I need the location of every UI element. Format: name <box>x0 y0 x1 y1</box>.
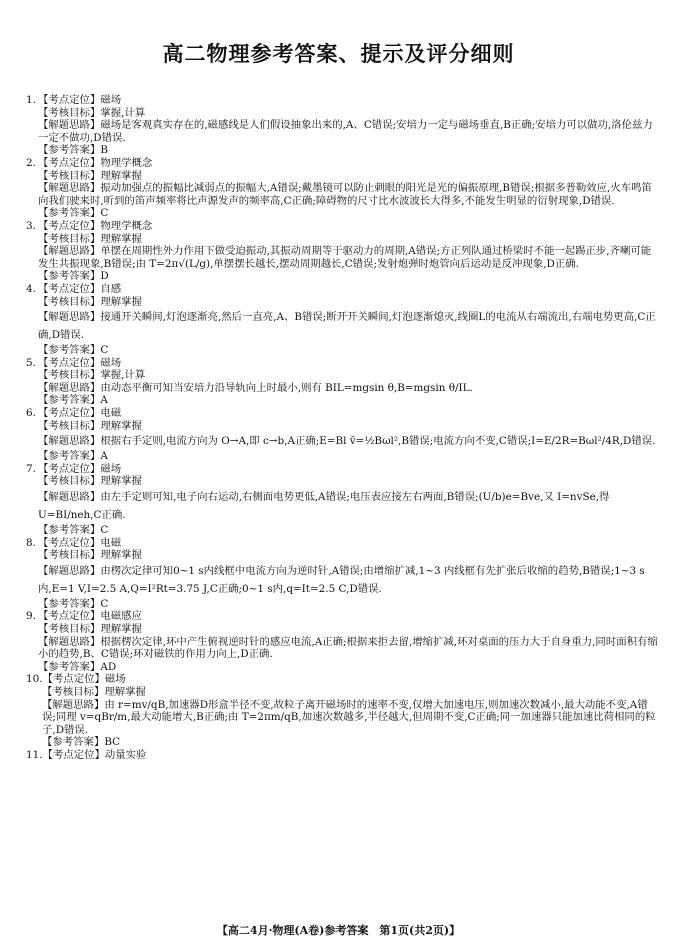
answer-item <box>26 94 658 157</box>
item-number: 6. <box>26 407 36 420</box>
item-line-text: 【解题思路】由 r=mv/qB,加速器D形盒半径不变,故粒子离开磁场时的速率不变,仅增大加速电压,则加速次数减小,最大动能不变,A错误;同理 v=qBr/m,最大动能增大,B正确;由 T=2πm/qB,加速次数越多,半径越大,但周期不变,C正确;同一加速器只能加速比荷相同的粒子,D错误. <box>42 698 656 736</box>
answer-item <box>26 407 658 463</box>
item-number: 7. <box>26 462 36 475</box>
item-line-text: 【解题思路】振动加强点的振幅比减弱点的振幅大,A错误;戴墨镜可以防止刺眼的阳光是光的偏振原理,B错误;根据多普勒效应,火车鸣笛向我们驶来时,听到的笛声频率将比声源发声的频率高,C正确;障碍物的尺寸比水波波长大得多,不能发生明显的衍射现象,D错误. <box>38 182 652 207</box>
item-first-line <box>26 94 658 107</box>
item-line-text: 【考核目标】理解掌握 <box>42 685 146 698</box>
item-line-text: 【考核目标】掌握,计算 <box>38 369 146 382</box>
answer-item <box>26 220 658 283</box>
answer-list <box>26 94 658 762</box>
answer-item <box>26 283 658 357</box>
answer-item <box>26 463 658 537</box>
item-line-text: 【考点定位】磁场 <box>38 94 122 106</box>
item-line-text: 【解题思路】由楞次定律可知0~1 s内线框中电流方向为逆时针,A错误;由增缩扩减,1~3 内线框有先扩张后收缩的趋势,B错误;1~3 s内,E=1 V,I=2.5 A,Q=I²Rt=3.75 J,C正确;0~1 s内,q=It=2.5 C,D错误. <box>38 564 645 595</box>
item-line-text: 【考核目标】理解掌握 <box>38 419 142 432</box>
item-line-text: 【考点定位】磁场 <box>42 673 126 686</box>
item-line-text: 【考核目标】掌握,计算 <box>38 106 146 119</box>
item-line-text: 【解题思路】根据右手定则,电流方向为 O→A,即 c→b,A正确;E=Bl v̄=½Bωl²,B错误;电流方向不变,C错误;I=E/2R=Bωl²/4R,D错误. <box>38 435 656 448</box>
answer-item <box>26 610 658 673</box>
item-first-line <box>26 220 658 233</box>
item-line-text: 【考核目标】理解掌握 <box>38 623 142 635</box>
item-line-text: 【解题思路】由动态平衡可知当安培力沿导轨向上时最小,则有 BIL=mgsin θ,B=mgsin θ/IL. <box>38 381 473 394</box>
answer-item <box>26 537 658 611</box>
item-line-text: 【考核目标】理解掌握 <box>38 232 142 245</box>
item-line-text: 【参考答案】C <box>38 524 109 537</box>
item-first-line <box>26 749 658 762</box>
item-line-text: 【参考答案】BC <box>42 736 121 749</box>
answer-item <box>26 357 658 407</box>
item-line-text: 【参考答案】B <box>38 144 108 157</box>
item-line-text: 【参考答案】AD <box>38 660 117 673</box>
item-line-text: 【考点定位】动量实验 <box>42 748 147 761</box>
item-line-text: 【解题思路】根据楞次定律,环中产生俯视逆时针的感应电流,A正确;根据来拒去留,增缩扩减,环对桌面的压力大于自身重力,同时面积有缩小的趋势,B、C错误;环对磁铁的作用力向上,D正确. <box>38 635 658 661</box>
answer-item <box>26 673 658 749</box>
item-line-text: 【参考答案】C <box>38 597 109 610</box>
item-line-text: 【解题思路】由左手定则可知,电子向右运动,右侧面电势更低,A错误;电压表应接左右两面,B错误;(U/b)e=Bve,又 I=nvSe,得 U=BI/neh,C正确. <box>38 491 610 522</box>
item-number: 10. <box>26 673 43 686</box>
answer-item <box>26 157 658 220</box>
page-title: 高二物理参考答案、提示及评分细则 <box>162 42 515 66</box>
item-first-line <box>26 157 658 170</box>
item-line-text: 【考点定位】磁场 <box>38 356 122 369</box>
item-number: 11. <box>26 748 43 761</box>
item-line-text: 【参考答案】D <box>38 270 109 283</box>
item-line-text: 【考点定位】物理学概念 <box>38 219 153 232</box>
item-number: 1. <box>26 94 36 106</box>
item-number: 3. <box>26 219 36 232</box>
item-line-text: 【考核目标】理解掌握 <box>38 169 142 182</box>
item-first-line <box>26 537 658 550</box>
item-line-text: 【考点定位】电磁 <box>38 407 122 420</box>
item-number: 4. <box>26 282 36 295</box>
item-line-text: 【参考答案】C <box>38 207 109 220</box>
item-first-line <box>26 357 658 370</box>
item-line-text: 【考点定位】电磁 <box>38 536 122 549</box>
item-number: 8. <box>26 536 36 549</box>
item-line-text: 【参考答案】C <box>38 344 109 357</box>
item-number: 5. <box>26 356 36 369</box>
item-line-text: 【考核目标】理解掌握 <box>38 295 142 308</box>
item-first-line <box>26 610 658 623</box>
item-line-text: 【考点定位】物理学概念 <box>38 156 153 169</box>
item-line-text: 【考核目标】理解掌握 <box>38 475 142 488</box>
item-first-line <box>26 407 658 420</box>
item-first-line <box>26 283 658 296</box>
item-line-text: 【考点定位】自感 <box>38 282 122 295</box>
answer-item <box>26 749 658 762</box>
item-first-line <box>26 463 658 476</box>
item-line-text: 【解题思路】接通开关瞬间,灯泡逐渐亮,然后一直亮,A、B错误;断开开关瞬间,灯泡逐渐熄灭,线圈L的电流从右端流出,右端电势更高,C正确,D错误. <box>38 311 656 342</box>
item-line-text: 【考点定位】电磁感应 <box>38 610 142 623</box>
page-footer: 【高二4月·物理(A卷)参考答案 第1页(共2页)】 <box>216 924 461 937</box>
item-number: 2. <box>26 156 36 169</box>
item-line-text: 【考点定位】磁场 <box>38 462 122 475</box>
item-line-text: 【参考答案】A <box>38 394 108 407</box>
item-line-text: 【解题思路】单摆在周期性外力作用下做受迫振动,其振动周期等于驱动力的周期,A错误;方正列队通过桥梁时不能一起踢正步,齐喇可能发生共振现象,B错误;由 T=2π√(L/g),单摆摆长越长,摆动周期越长,C错误;发射炮弹时炮管向后运动是反冲现象,D正确. <box>38 245 652 270</box>
item-first-line <box>26 673 658 686</box>
item-line-text: 【解题思路】磁场是客观真实存在的,磁感线是人们假设抽象出来的,A、C错误;安培力一定与磁场垂直,B正确;安培力可以做功,洛伦兹力一定不做功,D错误. <box>38 119 653 144</box>
item-number: 9. <box>26 610 36 623</box>
item-line-text: 【参考答案】A <box>38 450 108 463</box>
item-line-text: 【考核目标】理解掌握 <box>38 549 142 562</box>
